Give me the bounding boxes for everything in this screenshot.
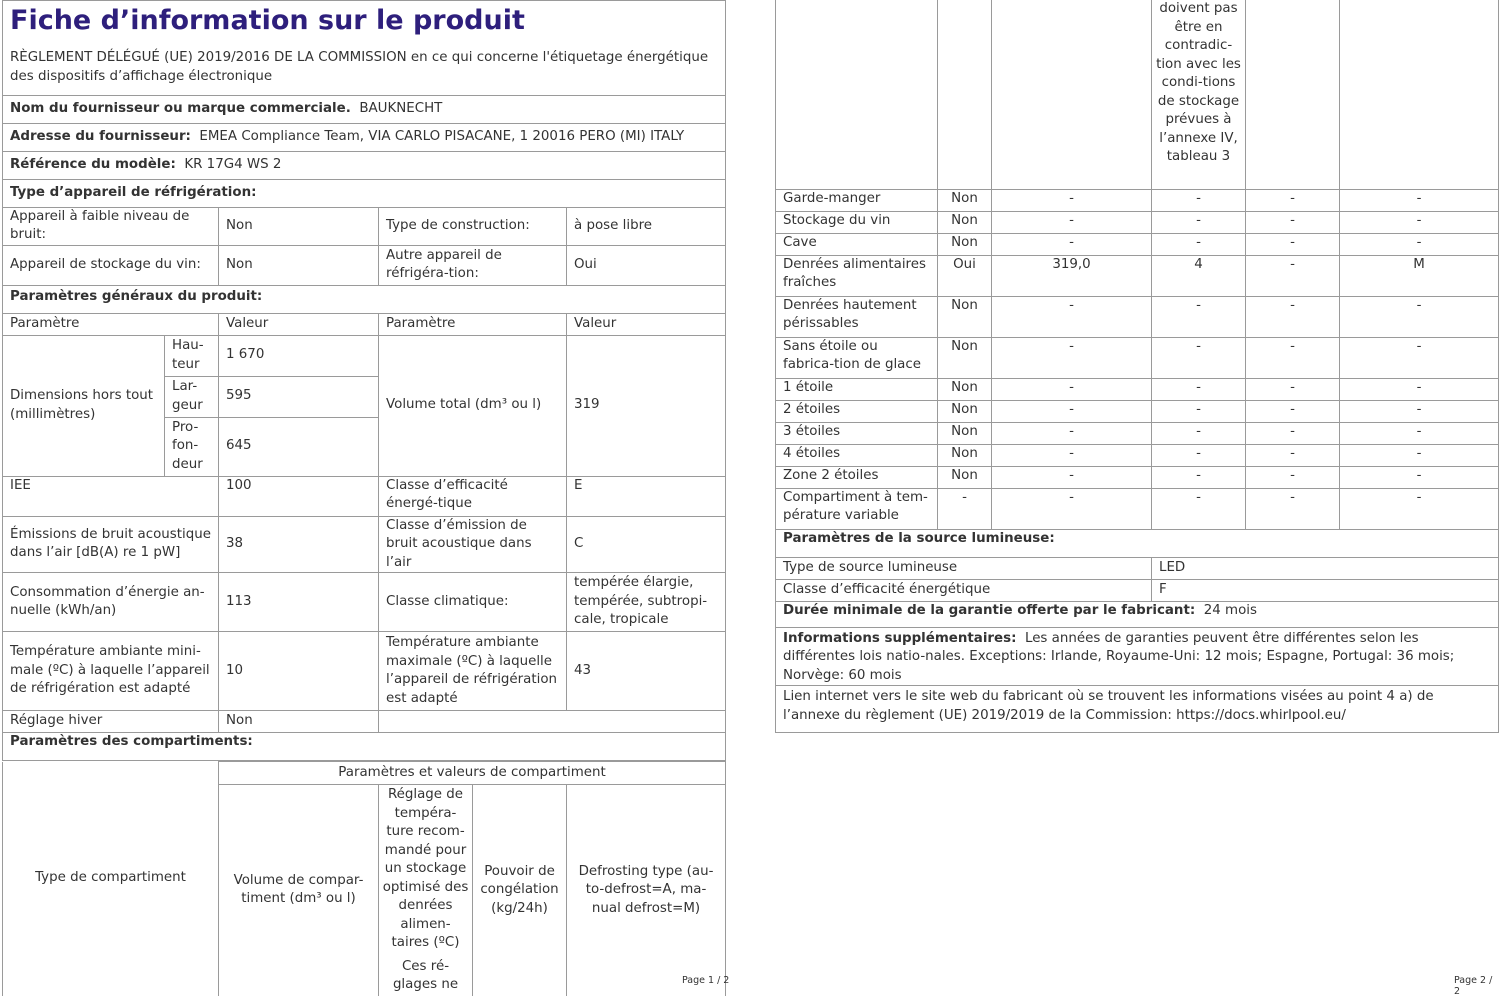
- compartment-volume: 319,0: [992, 255, 1152, 296]
- compartment-freezing: -: [1246, 211, 1340, 233]
- compartment-volume: -: [992, 211, 1152, 233]
- compartment-defrost: -: [1340, 444, 1499, 466]
- compartment-volume: -: [992, 444, 1152, 466]
- table-row: [776, 255, 1499, 296]
- winter-label: Réglage hiver: [3, 711, 219, 733]
- compartment-name: Denrées alimentaires fraîches: [776, 255, 938, 296]
- compartment-temp: -: [1152, 189, 1246, 211]
- compartment-temp: -: [1152, 378, 1246, 400]
- light-type-label: Type de source lumineuse: [776, 557, 1152, 579]
- warranty-label: Durée minimale de la garantie offerte par le fabricant:: [783, 602, 1196, 618]
- compartment-volume: -: [992, 337, 1152, 378]
- depth-label: Pro-fon-deur: [165, 417, 219, 476]
- table-row: [776, 189, 1499, 211]
- compartment-freezing: -: [1246, 444, 1340, 466]
- min-temp-value: 10: [219, 632, 379, 711]
- compartment-defrost: -: [1340, 211, 1499, 233]
- height-value: 1 670: [219, 335, 379, 376]
- model-row: [3, 151, 726, 179]
- noise-class-value: C: [567, 516, 726, 573]
- header-cont-empty-3: [992, 0, 1152, 189]
- other-appliance-value: Oui: [567, 245, 726, 285]
- type-heading: Type d’appareil de réfrigération:: [3, 179, 726, 207]
- low-noise-label: Appareil à faible niveau de bruit:: [3, 207, 219, 245]
- compartment-volume: -: [992, 296, 1152, 337]
- temp-header-text-cont: Ces ré-glages ne: [392, 958, 459, 992]
- compartment-defrost: -: [1340, 400, 1499, 422]
- compartment-temp: -: [1152, 233, 1246, 255]
- compartment-group-header: Paramètres et valeurs de compartiment: [219, 762, 726, 785]
- wine-storage-value: Non: [219, 245, 379, 285]
- wine-storage-label: Appareil de stockage du vin:: [3, 245, 219, 285]
- table-row: [776, 211, 1499, 233]
- compartment-present: Non: [938, 400, 992, 422]
- compartment-temp: -: [1152, 211, 1246, 233]
- compartment-freezing: -: [1246, 378, 1340, 400]
- freezing-header: Pouvoir de congélation (kg/24h): [473, 785, 567, 996]
- compartment-volume: -: [992, 233, 1152, 255]
- energy-class-label: Classe d’efficacité énergé-tique: [379, 476, 567, 516]
- iee-value: 100: [219, 476, 379, 516]
- max-temp-label: Température ambiante maximale (ºC) à laquelle l’appareil de réfrigération est adapté: [379, 632, 567, 711]
- manufacturer-link-text: Lien internet vers le site web du fabricant où se trouvent les informations visées au point 4 a) de l’annexe du règlement (UE) 2019/2019 de la Commission: https://docs.whirlpool.eu/: [776, 686, 1499, 733]
- volume-header: Volume de compar-timent (dm³ ou l): [219, 785, 379, 996]
- compartment-defrost: -: [1340, 378, 1499, 400]
- col-value-header-2: Valeur: [567, 313, 726, 335]
- noise-label: Émissions de bruit acoustique dans l’air [dB(A) re 1 pW]: [3, 516, 219, 573]
- compartment-defrost: -: [1340, 422, 1499, 444]
- compartment-freezing: -: [1246, 466, 1340, 488]
- other-appliance-label: Autre appareil de réfrigéra-tion:: [379, 245, 567, 285]
- compartment-temp: -: [1152, 466, 1246, 488]
- compartment-volume: -: [992, 422, 1152, 444]
- supplier-row: [3, 95, 726, 123]
- table-row: [776, 378, 1499, 400]
- compartment-present: Non: [938, 444, 992, 466]
- min-temp-label: Température ambiante mini-male (ºC) à laquelle l’appareil de réfrigération est adapté: [3, 632, 219, 711]
- page-title: Fiche d’information sur le produit: [3, 1, 726, 40]
- compartment-present: Non: [938, 211, 992, 233]
- compartment-type-header: Type de compartiment: [3, 762, 219, 996]
- table-row: [776, 400, 1499, 422]
- annual-energy-label: Consommation d’énergie an-nuelle (kWh/an): [3, 573, 219, 632]
- compartment-name: Cave: [776, 233, 938, 255]
- product-sheet-table: [2, 0, 726, 761]
- compartment-present: Oui: [938, 255, 992, 296]
- compartment-defrost: M: [1340, 255, 1499, 296]
- table-row: [776, 422, 1499, 444]
- compartment-present: Non: [938, 296, 992, 337]
- address-label: Adresse du fournisseur:: [10, 128, 191, 144]
- light-class-label: Classe d’efficacité énergétique: [776, 579, 1152, 601]
- compartment-temp: -: [1152, 296, 1246, 337]
- energy-class-value: E: [567, 476, 726, 516]
- winter-empty: [379, 711, 726, 733]
- supplier-label: Nom du fournisseur ou marque commerciale.: [10, 100, 351, 116]
- compartment-defrost: -: [1340, 233, 1499, 255]
- table-row: [776, 337, 1499, 378]
- general-heading: Paramètres généraux du produit:: [3, 285, 726, 313]
- table-row: [776, 233, 1499, 255]
- compartment-name: Garde-manger: [776, 189, 938, 211]
- header-cont-empty-1: [776, 0, 938, 189]
- compartment-present: Non: [938, 189, 992, 211]
- extra-info-row: [776, 627, 1499, 686]
- light-heading: Paramètres de la source lumineuse:: [776, 529, 1499, 557]
- compartment-freezing: -: [1246, 255, 1340, 296]
- compartment-present: Non: [938, 337, 992, 378]
- dimensions-label: Dimensions hors tout (millimètres): [3, 335, 165, 476]
- compartments-heading: Paramètres des compartiments:: [3, 733, 726, 761]
- compartment-volume: -: [992, 466, 1152, 488]
- table-row: [776, 466, 1499, 488]
- compartment-present: Non: [938, 466, 992, 488]
- compartment-temp: -: [1152, 400, 1246, 422]
- total-volume-value: 319: [567, 335, 726, 476]
- header-cont-empty-4: [1246, 0, 1340, 189]
- noise-value: 38: [219, 516, 379, 573]
- compartment-freezing: -: [1246, 488, 1340, 529]
- header-cont-empty-2: [938, 0, 992, 189]
- climate-class-value: tempérée élargie, tempérée, subtropi-cale, tropicale: [567, 573, 726, 632]
- light-class-value: F: [1152, 579, 1499, 601]
- width-label: Lar-geur: [165, 376, 219, 417]
- temp-header: [379, 785, 473, 996]
- header-cont-empty-5: [1340, 0, 1499, 189]
- compartment-name: 2 étoiles: [776, 400, 938, 422]
- compartment-defrost: -: [1340, 296, 1499, 337]
- compartment-volume: -: [992, 189, 1152, 211]
- regulation-text: RÈGLEMENT DÉLÉGUÉ (UE) 2019/2016 DE LA COMMISSION en ce qui concerne l'étiquetage énergétique des dispositifs d’affichage électronique: [3, 39, 726, 95]
- compartment-name: Zone 2 étoiles: [776, 466, 938, 488]
- compartment-freezing: -: [1246, 422, 1340, 444]
- table-row: [776, 488, 1499, 529]
- light-type-value: LED: [1152, 557, 1499, 579]
- compartment-defrost: -: [1340, 488, 1499, 529]
- compartment-name: 3 étoiles: [776, 422, 938, 444]
- height-label: Hau-teur: [165, 335, 219, 376]
- compartment-name: Compartiment à tem-pérature variable: [776, 488, 938, 529]
- compartment-temp: -: [1152, 444, 1246, 466]
- compartment-temp: -: [1152, 488, 1246, 529]
- climate-class-label: Classe climatique:: [379, 573, 567, 632]
- noise-class-label: Classe d’émission de bruit acoustique dans l’air: [379, 516, 567, 573]
- compartment-name: Stockage du vin: [776, 211, 938, 233]
- compartment-volume: -: [992, 400, 1152, 422]
- compartment-freezing: -: [1246, 337, 1340, 378]
- defrost-header: Defrosting type (au-to-defrost=A, ma-nual defrost=M): [567, 785, 726, 996]
- compartment-present: Non: [938, 378, 992, 400]
- winter-value: Non: [219, 711, 379, 733]
- compartment-volume: -: [992, 378, 1152, 400]
- low-noise-value: Non: [219, 207, 379, 245]
- compartment-volume: -: [992, 488, 1152, 529]
- compartment-temp: -: [1152, 422, 1246, 444]
- compartment-freezing: -: [1246, 296, 1340, 337]
- warranty-value: 24 mois: [1203, 602, 1257, 618]
- compartment-defrost: -: [1340, 466, 1499, 488]
- address-row: [3, 123, 726, 151]
- compartment-freezing: -: [1246, 189, 1340, 211]
- compartment-name: Denrées hautement périssables: [776, 296, 938, 337]
- compartment-table: [775, 0, 1499, 733]
- col-value-header: Valeur: [219, 313, 379, 335]
- warranty-row: [776, 601, 1499, 627]
- compartment-present: -: [938, 488, 992, 529]
- compartment-defrost: -: [1340, 189, 1499, 211]
- temp-header-text: Réglage de tempéra-ture recom-mandé pour un stockage optimisé des denrées alimen-taires (ºC): [382, 787, 469, 950]
- annual-energy-value: 113: [219, 573, 379, 632]
- construction-label: Type de construction:: [379, 207, 567, 245]
- compartment-rows: [776, 189, 1499, 529]
- page-number-2: Page 2 / 2: [1454, 975, 1493, 997]
- compartment-freezing: -: [1246, 400, 1340, 422]
- table-row: [776, 296, 1499, 337]
- compartment-present: Non: [938, 422, 992, 444]
- compartment-name: 1 étoile: [776, 378, 938, 400]
- col-param-header-2: Paramètre: [379, 313, 567, 335]
- iee-label: IEE: [3, 476, 219, 516]
- compartment-name: Sans étoile ou fabrica-tion de glace: [776, 337, 938, 378]
- compartment-present: Non: [938, 233, 992, 255]
- temp-header-continued: doivent pas être en contradic-tion avec les condi-tions de stockage prévues à l’annexe IV, tableau 3: [1152, 0, 1246, 189]
- table-row: [776, 444, 1499, 466]
- extra-info-label: Informations supplémentaires:: [783, 630, 1017, 646]
- compartment-temp: -: [1152, 337, 1246, 378]
- col-param-header: Paramètre: [3, 313, 219, 335]
- model-label: Référence du modèle:: [10, 156, 176, 172]
- page-one: [2, 0, 725, 996]
- page-number-1: Page 1 / 2: [682, 975, 730, 986]
- compartment-name: 4 étoiles: [776, 444, 938, 466]
- width-value: 595: [219, 376, 379, 417]
- compartment-header-table: [2, 761, 726, 996]
- compartment-defrost: -: [1340, 337, 1499, 378]
- compartment-freezing: -: [1246, 233, 1340, 255]
- total-volume-label: Volume total (dm³ ou l): [379, 335, 567, 476]
- max-temp-value: 43: [567, 632, 726, 711]
- supplier-value: BAUKNECHT: [359, 100, 443, 116]
- page-two: [775, 0, 1498, 733]
- address-value: EMEA Compliance Team, VIA CARLO PISACANE, 1 20016 PERO (MI) ITALY: [199, 128, 685, 144]
- depth-value: 645: [219, 417, 379, 476]
- extra-info-value: Les années de garanties peuvent être différentes selon les différentes lois natio-nales. Exceptions: Irlande, Royaume-Uni: 12 mois; Espagne, Portugal: 36 mois; Norvège: 60 mois: [783, 630, 1455, 683]
- model-value: KR 17G4 WS 2: [184, 156, 282, 172]
- construction-value: à pose libre: [567, 207, 726, 245]
- compartment-temp: 4: [1152, 255, 1246, 296]
